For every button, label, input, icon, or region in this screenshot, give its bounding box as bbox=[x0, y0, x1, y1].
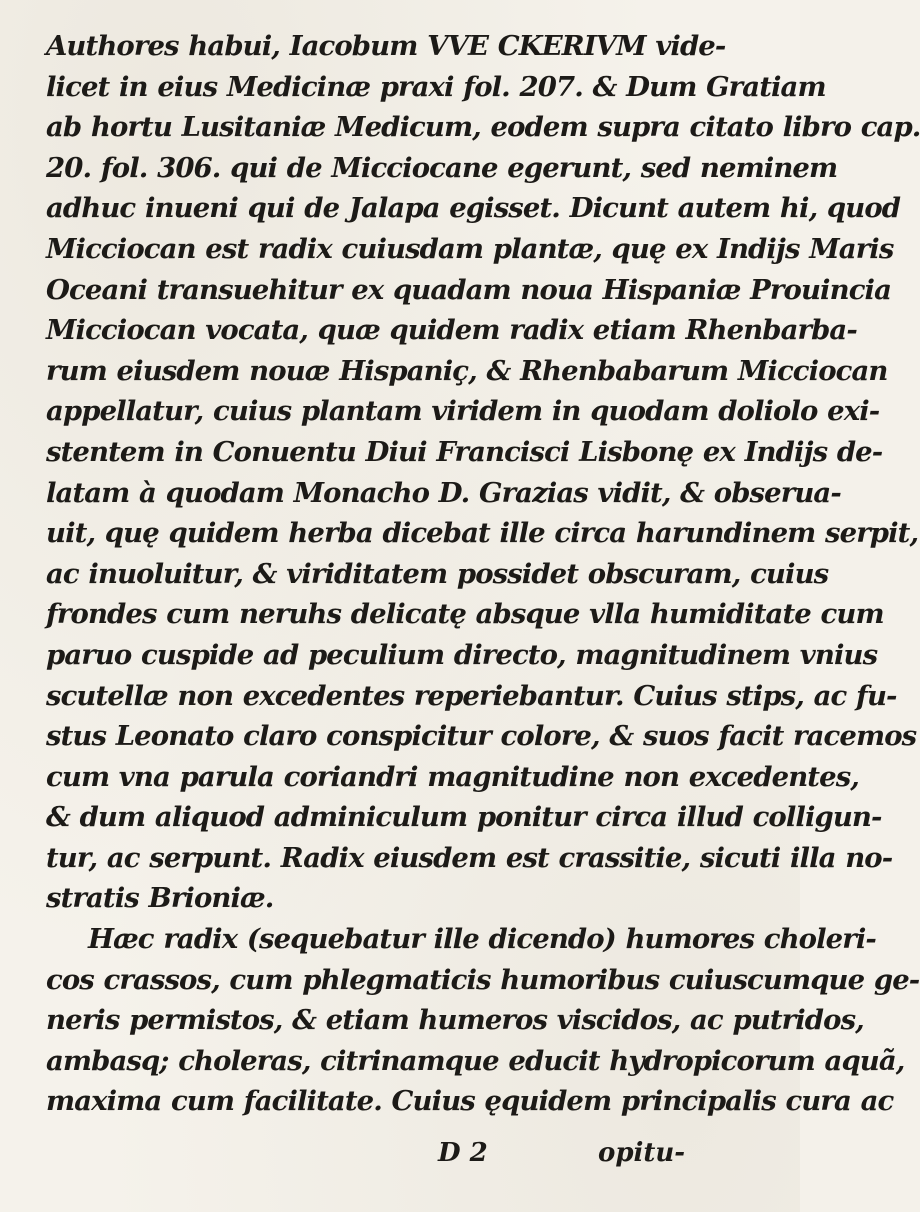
body-text bbox=[46, 26, 920, 1122]
text-line: Oceani transuehitur ex quadam noua Hispaniæ Prouincia bbox=[46, 273, 892, 306]
text-line: licet in eius Medicinæ praxi fol. 207. & Dum Gratiam bbox=[46, 70, 826, 103]
text-line: adhuc inueni qui de Jalapa egisset. Dicunt autem hi, quod bbox=[46, 192, 901, 225]
text-line: ambasq; choleras, citrinamque educit hydropicorum aquã, bbox=[46, 1044, 905, 1077]
text-line: maxima cum facilitate. Cuius ęquidem principalis cura ac bbox=[46, 1085, 894, 1118]
text-line: latam à quodam Monacho D. Grazias vidit, & obserua- bbox=[46, 476, 841, 509]
text-line: tur, ac serpunt. Radix eiusdem est crassitie, sicuti illa no- bbox=[46, 841, 893, 874]
text-line: 20. fol. 306. qui de Micciocane egerunt, sed neminem bbox=[46, 151, 838, 184]
text-line: stratis Brioniæ. bbox=[46, 882, 274, 915]
text-line: cum vna parula coriandri magnitudine non excedentes, bbox=[46, 760, 859, 793]
text-line: frondes cum neruhs delicatę absque vlla humiditate cum bbox=[46, 598, 884, 631]
text-line: paruo cuspide ad peculium directo, magnitudinem vnius bbox=[46, 638, 878, 671]
text-line: Micciocan est radix cuiusdam plantæ, quę ex Indijs Maris bbox=[46, 232, 894, 265]
text-line: stus Leonato claro conspicitur colore, & suos facit racemos bbox=[46, 720, 917, 753]
text-line: cos crassos, cum phlegmaticis humoribus cuiuscumque ge- bbox=[46, 963, 920, 996]
text-line: neris permistos, & etiam humeros viscidos, ac putridos, bbox=[46, 1004, 864, 1037]
text-line: appellatur, cuius plantam viridem in quodam doliolo exi- bbox=[46, 395, 880, 428]
catchword: opitu- bbox=[598, 1138, 686, 1168]
text-line: & dum aliquod adminiculum ponitur circa illud colligun- bbox=[46, 801, 882, 834]
text-line: Authores habui, Iacobum VVE CKERIVM vide- bbox=[46, 30, 726, 62]
text-line: Micciocan vocata, quæ quidem radix etiam Rhenbarba- bbox=[46, 314, 857, 347]
text-line: rum eiusdem nouæ Hispaniç, & Rhenbabarum Micciocan bbox=[46, 354, 888, 387]
text-line: stentem in Conuentu Diui Francisci Lisbonę ex Indijs de- bbox=[46, 435, 883, 468]
text-line: ab hortu Lusitaniæ Medicum, eodem supra citato libro cap. bbox=[46, 111, 920, 144]
text-line: ac inuoluitur, & viriditatem possidet obscuram, cuius bbox=[46, 557, 829, 590]
text-line: scutellæ non excedentes reperiebantur. Cuius stips, ac fu- bbox=[46, 679, 897, 712]
text-line: uit, quę quidem herba dicebat ille circa harundinem serpit, bbox=[46, 517, 919, 550]
page-footer bbox=[0, 1138, 800, 1178]
paragraph-start-line: Hæc radix (sequebatur ille dicendo) humores choleri- bbox=[88, 923, 876, 956]
signature-mark: D 2 bbox=[438, 1138, 488, 1168]
